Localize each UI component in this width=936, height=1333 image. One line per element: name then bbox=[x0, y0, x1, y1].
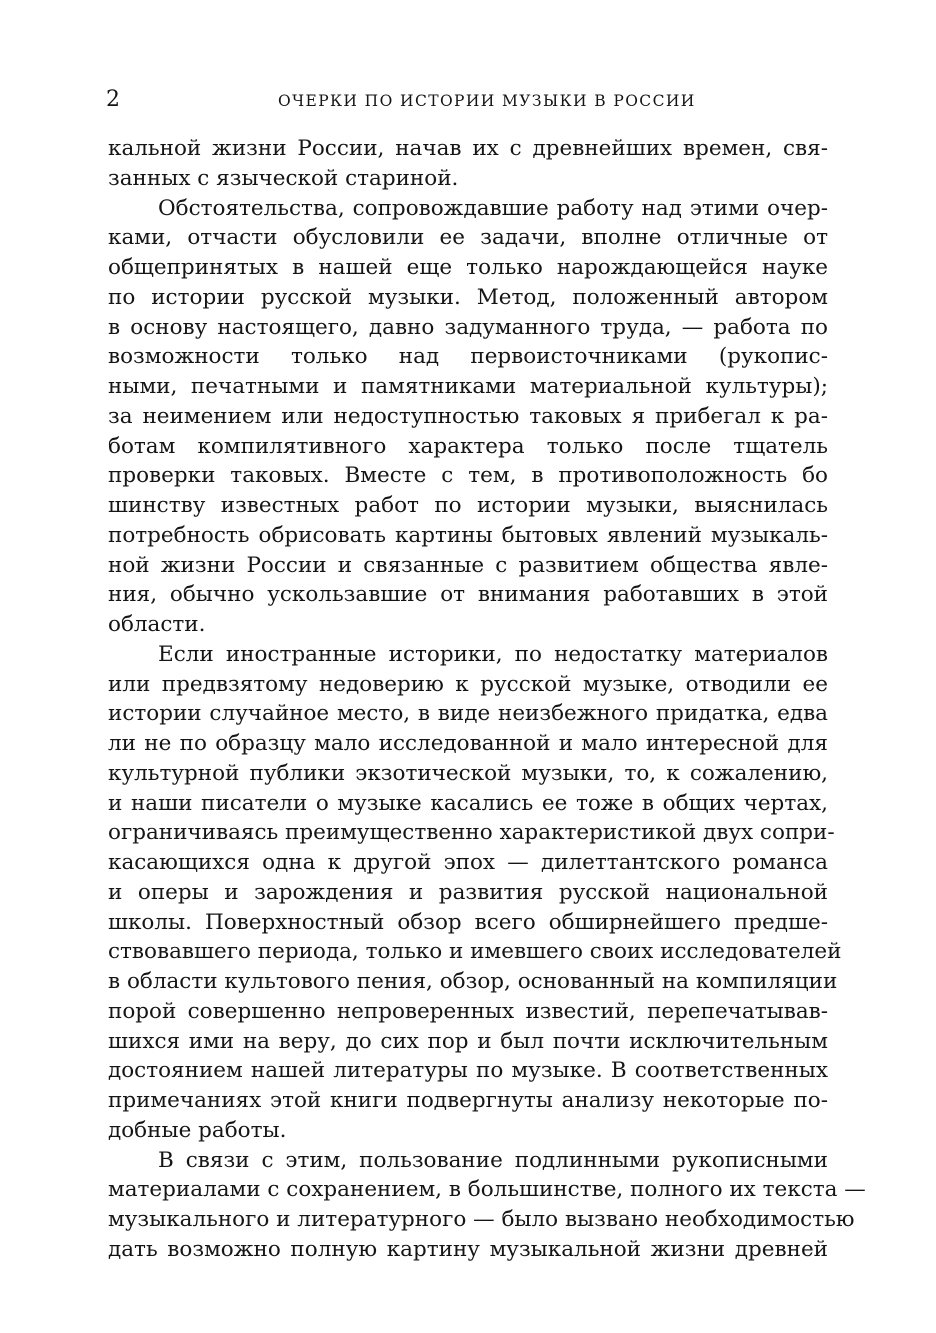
text-line: и оперы и зарождения и развития русской национальной bbox=[108, 879, 828, 905]
text-line: ли не по образцу мало исследованной и мало интересной для bbox=[108, 731, 828, 756]
text-line: ными, печатными и памятниками материальной культуры); bbox=[108, 374, 828, 399]
text-line: области. bbox=[108, 612, 206, 637]
page-header bbox=[0, 86, 936, 116]
text-line: дать возможно полную картину музыкальной жизни древней bbox=[108, 1236, 828, 1262]
paragraph-foreign-historians bbox=[108, 640, 842, 1146]
running-title: ОЧЕРКИ ПО ИСТОРИИ МУЗЫКИ В РОССИИ bbox=[278, 92, 696, 110]
text-line: возможности только над первоисточниками (рукопис- bbox=[108, 344, 828, 370]
text-line: по истории русской музыки. Метод, положенный автором bbox=[108, 284, 828, 310]
text-line: музыкального и литературного — было вызвано необходимостью bbox=[108, 1207, 855, 1232]
text-line: касающихся одна к другой эпох — дилеттантского романса bbox=[108, 850, 828, 875]
text-line: добные работы. bbox=[108, 1117, 287, 1143]
text-line: ботам компилятивного характера только после тщатель bbox=[108, 433, 828, 459]
text-line: примечаниях этой книги подвергнуты анализу некоторые по- bbox=[108, 1088, 828, 1113]
text-line: порой совершенно непроверенных известий, перепечатывав- bbox=[108, 998, 828, 1024]
text-line: ной жизни России и связанные с развитием общества явле- bbox=[108, 552, 828, 578]
text-line: проверки таковых. Вместе с тем, в противоположность бо bbox=[108, 463, 828, 489]
text-line: за неимением или недоступностью таковых я прибегал к ра- bbox=[108, 403, 828, 429]
text-line: шихся ими на веру, до сих пор и был почти исключительным bbox=[108, 1028, 828, 1054]
paragraph-manuscripts bbox=[108, 1146, 866, 1265]
text-line: истории случайное место, в виде неизбежного придатка, едва bbox=[108, 701, 828, 727]
text-line: шинству известных работ по истории музыки, выяснилась bbox=[108, 493, 828, 518]
text-line: достоянием нашей литературы по музыке. В соответственных bbox=[108, 1058, 828, 1084]
text-line: или предвзятому недоверию к русской музыке, отводили ее bbox=[108, 671, 828, 697]
text-line: в области культового пения, обзор, основанный на компиляции bbox=[108, 969, 838, 994]
text-line: и наши писатели о музыке касались ее тоже в общих чертах, bbox=[108, 790, 828, 816]
paragraph-circumstances bbox=[108, 194, 828, 640]
text-line: Обстоятельства, сопровождавшие работу над этими очер- bbox=[158, 195, 828, 221]
text-line: культурной публики экзотической музыки, то, к сожалению, bbox=[108, 760, 828, 786]
text-line: ками, отчасти обусловили ее задачи, вполне отличные от bbox=[108, 225, 828, 251]
text-line: потребность обрисовать картины бытовых явлений музыкаль- bbox=[108, 522, 828, 548]
text-line: общепринятых в нашей еще только нарождающейся науке bbox=[108, 255, 828, 280]
text-line: ния, обычно ускользавшие от внимания работавших в этой bbox=[108, 582, 828, 608]
text-line: В связи с этим, пользование подлинными рукописными bbox=[158, 1147, 828, 1173]
text-line: материалами с сохранением, в большинстве, полного их текста — bbox=[108, 1177, 866, 1203]
body-text bbox=[108, 134, 866, 1265]
text-line: ствовавшего периода, только и имевшего своих исследователей bbox=[108, 939, 842, 965]
text-line: ограничиваясь преимущественно характеристикой двух сопри- bbox=[108, 820, 835, 846]
page-number: 2 bbox=[106, 87, 120, 112]
text-line: школы. Поверхностный обзор всего обширнейшего предше- bbox=[108, 909, 828, 935]
text-line: в основу настоящего, давно задуманного труда, — работа по bbox=[108, 314, 828, 340]
paragraph-continuation bbox=[108, 134, 828, 194]
text-line: кальной жизни России, начав их с древнейших времен, свя- bbox=[108, 136, 828, 161]
text-line: занных с языческой стариной. bbox=[108, 165, 459, 191]
text-line: Если иностранные историки, по недостатку материалов bbox=[158, 641, 828, 667]
